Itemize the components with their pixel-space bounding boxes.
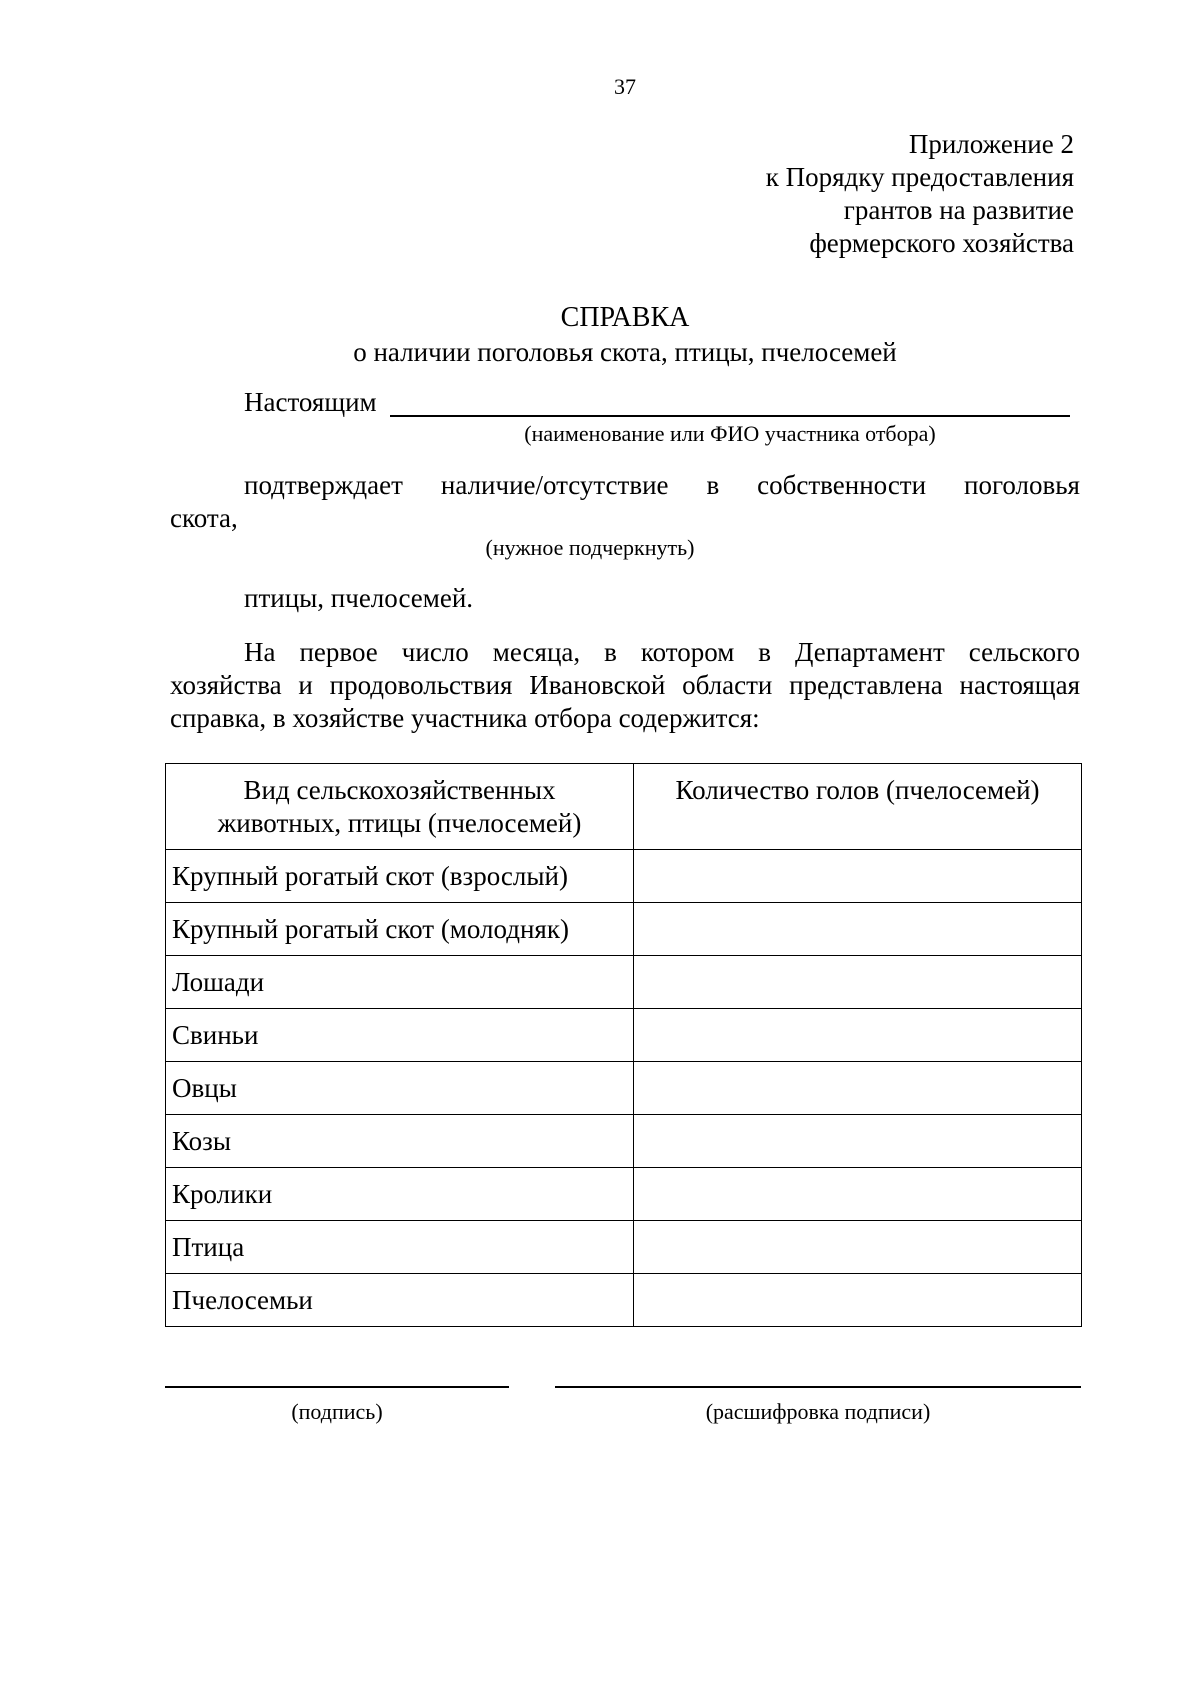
animal-type-cell: Свиньи (166, 1009, 634, 1062)
animal-type-cell: Кролики (166, 1168, 634, 1221)
document-title: СПРАВКА (560, 302, 690, 333)
header-text: животных, птицы (пчелосемей) (217, 808, 582, 838)
appendix-line: фермерского хозяйства (809, 228, 1074, 258)
table-row (166, 903, 1082, 956)
confirm-word: поголовья (964, 470, 1080, 500)
paragraph-line: хозяйства и продовольствия Ивановской области представлена настоящая (170, 670, 1080, 700)
head-count-cell[interactable] (634, 1009, 1082, 1062)
signature-field[interactable] (165, 1386, 509, 1388)
paragraph-word: На (244, 637, 276, 667)
signature-hint: (подпись) (291, 1399, 383, 1424)
signature-decode-field[interactable] (555, 1386, 1081, 1388)
table-row (166, 956, 1082, 1009)
animal-type-cell: Козы (166, 1115, 634, 1168)
confirm-word: подтверждает (244, 470, 403, 500)
animal-type-cell: Крупный рогатый скот (молодняк) (166, 903, 634, 956)
head-count-cell[interactable] (634, 1274, 1082, 1327)
appendix-header (766, 128, 1074, 260)
paragraph-word: в (604, 637, 617, 667)
head-count-cell[interactable] (634, 956, 1082, 1009)
table-row (166, 1221, 1082, 1274)
animal-type-cell: Крупный рогатый скот (взрослый) (166, 850, 634, 903)
head-count-cell[interactable] (634, 1168, 1082, 1221)
animal-type-cell: Пчелосемьи (166, 1274, 634, 1327)
table-row (166, 1168, 1082, 1221)
table-header-cell (166, 764, 634, 850)
paragraph-line: справка, в хозяйстве участника отбора содержится: (170, 703, 760, 733)
paragraph-word: котором (640, 637, 735, 667)
confirm-line (244, 470, 1080, 501)
table-row (166, 1274, 1082, 1327)
confirm-word: наличие/отсутствие (440, 470, 669, 500)
paragraph-word: первое (299, 637, 378, 667)
paragraph-word: Департамент (795, 637, 945, 667)
head-count-cell[interactable] (634, 850, 1082, 903)
document-subtitle: о наличии поголовья скота, птицы, пчелосемей (353, 337, 897, 367)
animal-type-cell: Овцы (166, 1062, 634, 1115)
table-header-row (166, 764, 1082, 850)
head-count-cell[interactable] (634, 1221, 1082, 1274)
paragraph-line (244, 637, 1080, 668)
paragraph-word: в (758, 637, 772, 667)
confirm-word: в (706, 470, 720, 500)
paragraph-word: месяца, (492, 637, 581, 667)
head-count-cell[interactable] (634, 903, 1082, 956)
animal-type-cell: Птица (166, 1221, 634, 1274)
livestock-table (165, 763, 1082, 1327)
header-text: Вид сельскохозяйственных (243, 775, 556, 805)
head-count-cell[interactable] (634, 1062, 1082, 1115)
declaration-prefix: Настоящим (244, 387, 377, 417)
table-row (166, 850, 1082, 903)
appendix-line: грантов на развитие (843, 195, 1074, 225)
animal-type-cell: Лошади (166, 956, 634, 1009)
table-header-cell: Количество голов (пчелосемей) (634, 764, 1082, 850)
appendix-line: к Порядку предоставления (765, 162, 1074, 192)
paragraph-word: число (401, 637, 469, 667)
underline-hint: (нужное подчеркнуть) (485, 535, 695, 560)
table-row (166, 1115, 1082, 1168)
confirm-wrap: скота, (170, 503, 238, 533)
participant-name-hint: (наименование или ФИО участника отбора) (524, 421, 936, 446)
continuation-text: птицы, пчелосемей. (244, 583, 474, 613)
table-row (166, 1009, 1082, 1062)
appendix-line: Приложение 2 (908, 129, 1074, 159)
table-row (166, 1062, 1082, 1115)
participant-name-field[interactable] (390, 415, 1070, 417)
signature-decode-hint: (расшифровка подписи) (705, 1399, 931, 1424)
paragraph-word: сельского (968, 637, 1080, 667)
page-number: 37 (614, 74, 636, 99)
confirm-word: собственности (757, 470, 927, 500)
head-count-cell[interactable] (634, 1115, 1082, 1168)
